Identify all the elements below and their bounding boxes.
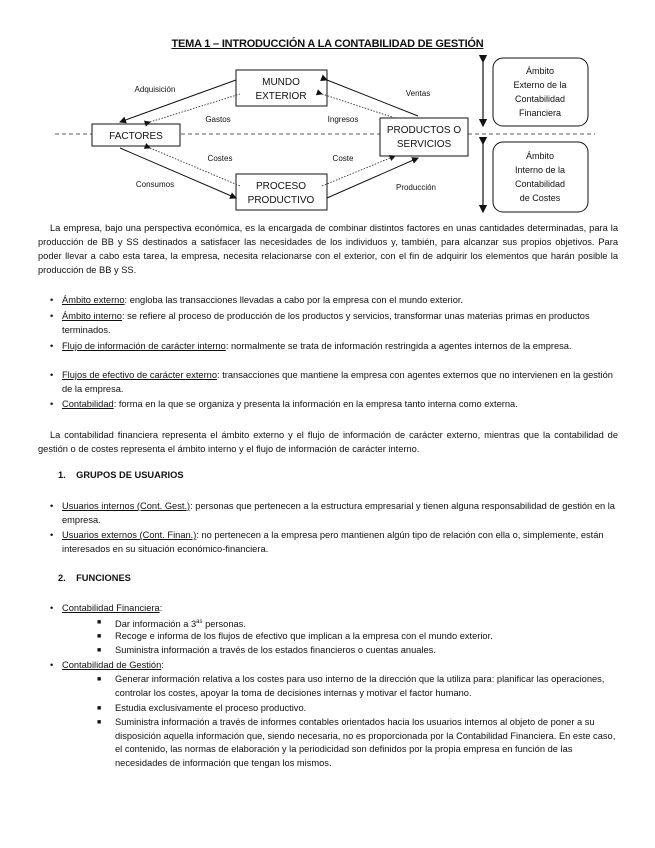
square-bullet-icon: ■ xyxy=(97,647,102,654)
bullet-icon: • xyxy=(50,530,54,540)
list-item: • Flujos de efectivo de carácter externo: transacciones que mantiene la empresa con agentes externos que no intervienen en la gestión de la empresa. xyxy=(50,370,613,394)
label-coste: Coste xyxy=(332,154,354,163)
ambito-externo-line4: Financiera xyxy=(518,108,562,118)
ambito-interno-line1: Ámbito xyxy=(525,151,555,161)
arrow-ventas xyxy=(327,80,418,116)
ambito-interno-line2: Interno de la xyxy=(514,165,566,175)
arrow-produccion xyxy=(327,158,418,198)
ambito-interno-line4: de Costes xyxy=(519,193,561,203)
page-title: TEMA 1 – INTRODUCCIÓN A LA CONTABILIDAD DE GESTIÓN xyxy=(171,38,484,50)
list-item: ■ Recoge e informa de los flujos de efectivo que implican a la empresa con el mundo exterior. xyxy=(115,630,617,644)
list-item: • Contabilidad: forma en la que se organiza y presenta la información en la empresa tanto interna como externa. xyxy=(62,398,617,412)
ambito-externo-line3: Contabilidad xyxy=(514,94,566,104)
section-heading-usuarios: 1. GRUPOS DE USUARIOS xyxy=(58,470,184,480)
section-heading-funciones: 2. FUNCIONES xyxy=(58,573,131,583)
mundo-line1: MUNDO xyxy=(262,77,300,88)
label-costes: Costes xyxy=(207,154,233,163)
list-item: • Usuarios externos (Cont. Finan.): no pertenecen a la empresa pero mantienen algún tipo de relación con ella o, simplemente, están interesados en su situación económico-financiera. xyxy=(50,530,604,554)
label-adquisicion: Adquisición xyxy=(134,85,176,94)
bullet-icon: • xyxy=(50,311,54,321)
productos-box xyxy=(380,118,468,156)
bullet-icon: • xyxy=(50,341,54,351)
square-bullet-icon: ■ xyxy=(97,633,102,640)
bullet-icon: • xyxy=(50,660,54,670)
factores-label: FACTORES xyxy=(109,131,163,142)
label-produccion: Producción xyxy=(395,183,437,192)
list-item: • Flujo de información de carácter interno: normalmente se trata de información restringida a agentes internos de la empresa. xyxy=(62,340,617,354)
bullet-icon: • xyxy=(50,501,54,511)
mundo-line2: EXTERIOR xyxy=(255,91,307,102)
proceso-line1: PROCESO xyxy=(255,181,307,192)
proceso-line2: PRODUCTIVO xyxy=(247,195,315,206)
bullet-icon: • xyxy=(50,603,54,613)
list-item: ■ Generar información relativa a los costes para uso interno de la dirección que la utiliza para: planificar las operaciones, controlar los costes, apoyar la toma de decisiones internas y motivar el factor humano. xyxy=(97,674,605,698)
bullet-icon: • xyxy=(50,295,54,305)
list-item: • Contabilidad de Gestión: xyxy=(62,659,617,673)
list-item: • Usuarios internos (Cont. Gest.): personas que pertenecen a la estructura empresarial y tienen alguna responsabilidad de gestión en la empresa. xyxy=(50,501,615,525)
ambito-externo-line1: Ámbito xyxy=(525,66,555,76)
summary-paragraph: La contabilidad financiera representa el ámbito externo y el flujo de información de carácter externo, mientras que la contabilidad de gestión o de costes representa el ámbito interno y el flujo de información de carácter interno. xyxy=(38,430,618,454)
label-ventas: Ventas xyxy=(405,89,431,98)
flow-diagram xyxy=(0,0,655,220)
list-item: ■ Estudia exclusivamente el proceso productivo. xyxy=(115,702,617,716)
label-gastos: Gastos xyxy=(205,115,231,124)
list-item: • Contabilidad Financiera: xyxy=(62,602,617,616)
list-item: • Ámbito externo: engloba las transacciones llevadas a cabo por la empresa con el mundo exterior. xyxy=(62,294,617,308)
intro-paragraph: La empresa, bajo una perspectiva económica, es la encargada de combinar distintos factores en unas cantidades determinadas, para la producción de BB y SS destinados a satisfacer las necesidades de los individuos y, también, para alcanzar sus propios objetivos. Para poder llevar a cabo esta tarea, la empresa, necesita relacionarse con el exterior, con el fin de adquirir los elementos que harán posible la producción de BB y SS. xyxy=(38,223,618,275)
bullet-icon: • xyxy=(50,370,54,380)
bullet-icon: • xyxy=(50,399,54,409)
ambito-externo-line2: Externo de la xyxy=(513,80,567,90)
list-item: ■ Suministra información a través de los estados financieros o cuentas anuales. xyxy=(115,644,617,658)
ambito-interno-line3: Contabilidad xyxy=(514,179,566,189)
list-item: ■ Dar información a $3^{as}$ personas. xyxy=(115,616,617,632)
square-bullet-icon: ■ xyxy=(97,619,102,626)
productos-line2: SERVICIOS xyxy=(396,139,452,150)
productos-line1: PRODUCTOS O xyxy=(386,125,462,136)
label-consumos: Consumos xyxy=(135,180,175,189)
square-bullet-icon: ■ xyxy=(97,705,102,712)
label-ingresos: Ingresos xyxy=(327,115,359,124)
square-bullet-icon: ■ xyxy=(97,719,102,726)
list-item: • Ámbito interno: se refiere al proceso de producción de los productos y servicios, transformar unas materias primas en productos terminados. xyxy=(50,311,590,335)
square-bullet-icon: ■ xyxy=(97,676,102,683)
list-item: ■ Suministra información a través de informes contables orientados hacia los usuarios internos al objeto de poner a su disposición aquella información que, siendo necesaria, no es proporcionada por la Contabilidad Financiera. En este caso, el contenido, las normas de elaboración y la periodicidad son definidos por la propia empresa en función de las necesidades de información que tengan los mismos. xyxy=(97,717,616,768)
